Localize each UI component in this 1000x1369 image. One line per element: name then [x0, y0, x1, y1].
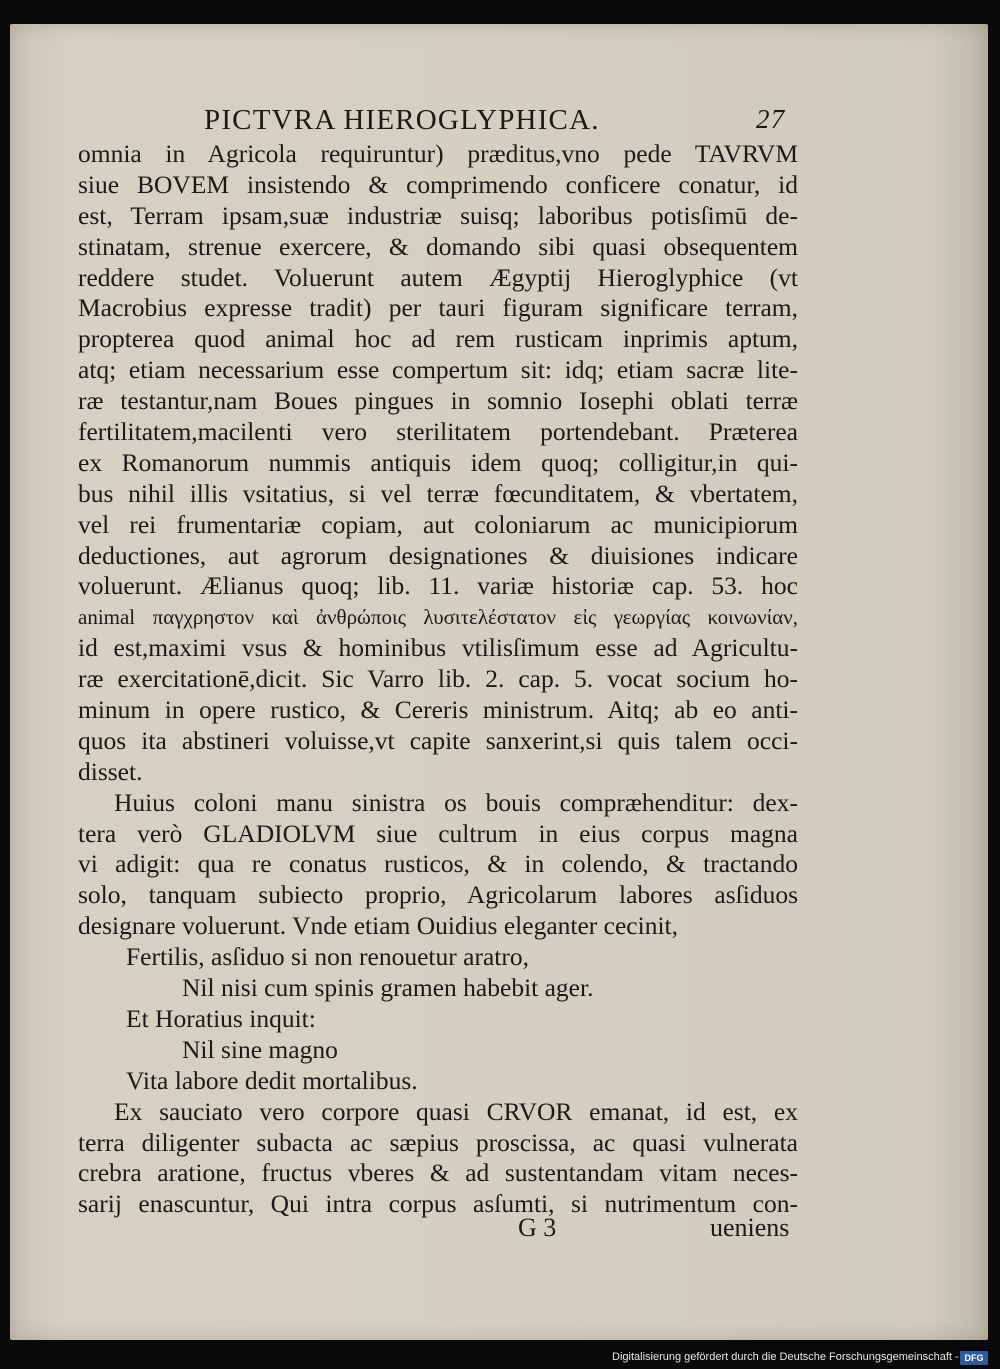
verse-line: Vita labore dedit mortalibus.	[126, 1065, 418, 1095]
text-line: terra diligenter subacta ac sӕpius proscissa, ac quasi vulnerata	[78, 1127, 798, 1157]
text-line: deductiones, aut agrorum designationes & diuisiones indicare	[78, 540, 798, 570]
text-line: solo, tanquam subiecto proprio, Agricolarum labores asſiduos	[78, 880, 798, 910]
page-number: 27	[756, 104, 786, 134]
paragraph-start-line: Ex sauciato vero corpore quasi CRVOR emanat, id est, ex	[114, 1096, 798, 1126]
text-line: reddere studet. Voluerunt autem Ægyptij Hieroglyphice (vt	[78, 262, 798, 292]
text-line: omnia in Agricola requiruntur) prӕditus,vno pede TAVRVM	[78, 139, 798, 168]
text-line: ex Romanorum nummis antiquis idem quoq; colligitur,in qui-	[78, 447, 798, 477]
text-line: sarij enascuntur, Qui intra corpus asſumti, si nutrimentum con-	[78, 1189, 798, 1219]
text-line: rӕ exercitationē,dicit. Sic Varro lib. 2. cap. 5. vocat socium ho-	[78, 664, 798, 694]
greek-text-line: animal παγχρηστον καὶ ἀνθρώποις λυσιτελέστατον εἰς γεωργίας κοινωνίαν,	[78, 605, 798, 630]
text-line: propterea quod animal hoc ad rem rusticam inprimis aptum,	[78, 324, 798, 354]
dfg-logo: DFG	[960, 1351, 988, 1365]
text-line: voluerunt. Ælianus quoq; lib. 11. variӕ historiӕ cap. 53. hoc	[78, 571, 798, 601]
catchword: ueniens	[710, 1213, 790, 1242]
verse-line: Nil sine magno	[182, 1034, 338, 1064]
text-line: fertilitatem,macilenti vero sterilitatem portendebant. Prӕterea	[78, 417, 798, 447]
running-header	[204, 104, 804, 140]
text-line: atq; etiam necessarium esse compertum sit: idq; etiam sacrӕ lite-	[78, 355, 798, 385]
verse-line: Nil nisi cum spinis gramen habebit ager.	[182, 973, 594, 1003]
text-line: crebra aratione, fructus vberes & ad sustentandam vitam neces-	[78, 1158, 798, 1188]
text-line: siue BOVEM insistendo & comprimendo conficere conatur, id	[78, 169, 798, 199]
text-line: bus nihil illis vsitatius, si vel terrӕ fœcunditatem, & vbertatem,	[78, 478, 798, 508]
text-line: quos ita abstineri voluisse,vt capite sanxerint,si quis talem occi-	[78, 725, 798, 755]
text-line: stinatam, strenue exercere, & domando sibi quasi obsequentem	[78, 231, 798, 261]
page-footer	[78, 1213, 798, 1245]
text-line: vel rei frumentariӕ copiam, aut coloniarum ac municipiorum	[78, 509, 798, 539]
text-line: Macrobius expresse tradit) per tauri figuram significare terram,	[78, 293, 798, 323]
text-block	[78, 139, 798, 1220]
text-line: id est,maximi vsus & hominibus vtilisſimum esse ad Agricultu-	[78, 633, 798, 663]
verse-line: Fertilis, asſiduo si non renouetur aratro,	[126, 942, 529, 972]
signature-mark: G 3	[518, 1213, 557, 1242]
text-line: vi adigit: qua re conatus rusticos, & in colendo, & tractando	[78, 849, 798, 879]
verse-line: Et Horatius inquit:	[126, 1003, 316, 1033]
text-line: designare voluerunt. Vnde etiam Ouidius eleganter cecinit,	[78, 911, 678, 941]
text-line: minum in opere rustico, & Cereris ministrum. Aitq; ab eo anti-	[78, 695, 798, 725]
text-line: est, Terram ipsam,suӕ industriӕ suisq; laboribus potisſimū de-	[78, 200, 798, 230]
paragraph-start-line: Huius coloni manu sinistra os bouis comprӕhenditur: dex-	[114, 787, 798, 817]
digitization-credit: Digitalisierung gefördert durch die Deutsche Forschungsgemeinschaft -	[612, 1351, 959, 1363]
text-line: rӕ testantur,nam Boues pingues in somnio Iosephi oblati terrӕ	[78, 386, 798, 416]
text-line: disset.	[78, 756, 143, 786]
text-line: tera verò GLADIOLVM siue cultrum in eius corpus magna	[78, 818, 798, 848]
running-title: PICTVRA HIEROGLYPHICA.	[204, 104, 600, 136]
